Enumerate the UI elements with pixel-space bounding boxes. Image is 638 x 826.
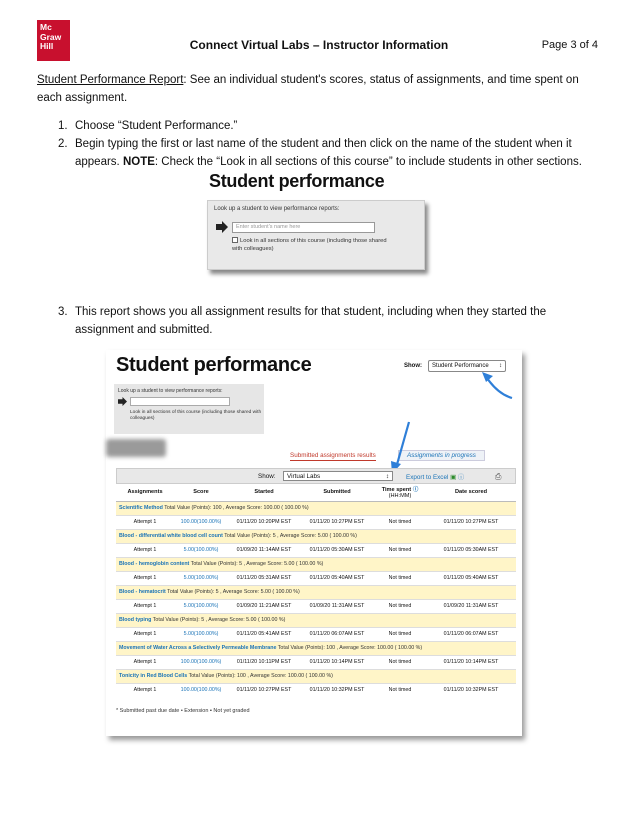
assignment-group-row (116, 613, 516, 627)
student-search-input[interactable]: Enter student's name here (232, 222, 375, 233)
checkbox-icon[interactable] (232, 237, 238, 243)
export-label: Export to Excel (406, 474, 449, 481)
step-number: 3. (58, 306, 68, 318)
assignment-group-row (116, 557, 516, 571)
column-header[interactable]: Submitted (300, 484, 374, 501)
attempt-label: Attempt 1 (133, 659, 157, 665)
attempt-label: Attempt 1 (133, 603, 157, 609)
attempt-row (116, 571, 516, 585)
intro-text: : See an individual student's scores, status of assignments, and time spent on each assignment. (37, 74, 579, 104)
started-cell: 01/11/20 10:11PM EST (236, 659, 292, 665)
submitted-cell: 01/11/20 10:27PM EST (309, 519, 365, 525)
assignment-name-link[interactable]: Tonicity in Red Blood Cells (119, 673, 188, 679)
step-text: Choose “Student Performance.” (75, 120, 238, 132)
score-link[interactable]: 100.00(100.00%) (180, 519, 222, 525)
time-spent-cell: Not timed (388, 631, 412, 637)
assignment-results-table (116, 484, 516, 697)
all-sections-checkbox[interactable] (232, 237, 392, 253)
assignment-group-row (116, 585, 516, 599)
select-arrow-icon: ↕ (499, 363, 502, 369)
column-header-subtext: (HH:MM) (388, 493, 412, 500)
step-text: This report shows you all assignment results for that student, including when they started the assignment and submitted. (75, 306, 547, 336)
assignment-summary: Total Value (Points): 5 , Average Score: 5.00 ( 100.00 %) (222, 533, 357, 539)
student-search-input[interactable] (130, 397, 230, 406)
assignment-type-select[interactable] (283, 471, 393, 481)
score-link[interactable]: 5.00(100.00%) (183, 575, 219, 581)
assignment-group-row (116, 669, 516, 683)
assignment-summary: Total Value (Points): 100 , Average Score: 100.00 ( 100.00 %) (187, 673, 333, 679)
screenshot-heading: Student performance (116, 354, 312, 376)
started-cell: 01/11/20 10:20PM EST (236, 519, 292, 525)
report-type-select[interactable] (428, 360, 506, 372)
assignment-group-row (116, 641, 516, 655)
submitted-cell: 01/11/20 10:32PM EST (309, 687, 365, 694)
assignment-group-cell (116, 529, 516, 543)
document-title: Connect Virtual Labs – Instructor Information (189, 38, 449, 52)
date-scored-cell: 01/11/20 10:14PM EST (443, 659, 499, 665)
assignment-group-cell (116, 501, 516, 515)
tab-submitted-results[interactable]: Submitted assignments results (290, 452, 376, 459)
score-link[interactable]: 5.00(100.00%) (183, 631, 219, 637)
assignment-group-cell (116, 613, 516, 627)
attempt-row (116, 599, 516, 613)
started-cell: 01/09/20 11:21AM EST (236, 603, 292, 609)
date-scored-cell: 01/11/20 05:40AM EST (443, 575, 499, 581)
step-2 (58, 135, 598, 171)
date-scored-cell: 01/09/20 11:31AM EST (443, 603, 499, 609)
assignment-summary: Total Value (Points): 5 , Average Score: 5.00 ( 100.00 %) (151, 617, 286, 623)
show-label: Show: (404, 363, 422, 369)
assignment-group-cell (116, 669, 516, 683)
assignment-name-link[interactable]: Blood - hemoglobin content (119, 561, 190, 567)
assignment-name-link[interactable]: Scientific Method (119, 505, 163, 511)
attempt-row (116, 683, 516, 697)
step-number: 2. (58, 138, 68, 150)
lookup-panel (207, 200, 425, 270)
column-header[interactable]: Started (228, 484, 300, 501)
table-legend: * Submitted past due date • Extension ▪ Not yet graded (116, 708, 250, 714)
assignment-group-cell (116, 585, 516, 599)
column-header[interactable]: Score (174, 484, 228, 501)
assignment-group-row (116, 529, 516, 543)
page-number: Page 3 of 4 (541, 39, 598, 51)
date-scored-cell: 01/11/20 10:27PM EST (443, 519, 499, 525)
intro-label: Student Performance Report (37, 74, 184, 86)
submitted-cell: 01/11/20 06:07AM EST (309, 631, 365, 637)
column-header-time[interactable] (374, 484, 426, 501)
date-scored-cell: 01/11/20 05:30AM EST (443, 547, 499, 553)
help-icon: ⓘ (412, 487, 419, 494)
step-1 (58, 117, 598, 135)
assignment-name-link[interactable]: Movement of Water Across a Selectively Permeable Membrane (119, 645, 277, 651)
note-label: NOTE (122, 156, 155, 168)
export-excel-link[interactable] (406, 472, 464, 481)
time-spent-cell: Not timed (388, 603, 412, 609)
excel-icon: ▣ (450, 474, 457, 481)
attempt-label: Attempt 1 (133, 575, 157, 581)
step-number: 1. (58, 120, 68, 132)
attempt-label: Attempt 1 (133, 687, 157, 694)
submitted-cell: 01/11/20 05:30AM EST (309, 547, 365, 553)
submitted-cell: 01/11/20 10:14PM EST (309, 659, 365, 665)
lookup-label: Look up a student to view performance reports: (118, 388, 223, 394)
table-toolbar (116, 468, 516, 484)
score-link[interactable]: 100.00(100.00%) (180, 659, 222, 665)
student-performance-lookup-screenshot (203, 171, 428, 275)
attempt-row (116, 543, 516, 557)
logo-line: Graw (40, 31, 62, 42)
started-cell: 01/11/20 10:27PM EST (236, 687, 292, 694)
date-scored-cell: 01/11/20 10:32PM EST (443, 687, 499, 694)
attempt-label: Attempt 1 (133, 547, 157, 553)
result-tabs (290, 450, 518, 464)
score-link[interactable]: 5.00(100.00%) (183, 547, 219, 553)
step-text-b: : Check the “Look in all sections of this course” to include students in other sections. (154, 156, 582, 168)
column-header[interactable]: Date scored (426, 484, 516, 501)
date-scored-cell: 01/11/20 06:07AM EST (443, 631, 499, 637)
blurred-student-name (106, 439, 166, 457)
submitted-cell: 01/11/20 05:40AM EST (309, 575, 365, 581)
table-header-row (116, 484, 516, 501)
assignment-group-cell (116, 641, 516, 655)
select-value: Virtual Labs (287, 473, 321, 480)
time-spent-cell: Not timed (388, 659, 412, 665)
lookup-label: Look up a student to view performance reports: (214, 206, 340, 212)
tab-in-progress[interactable]: Assignments in progress (398, 450, 485, 461)
time-spent-cell: Not timed (388, 519, 412, 525)
assignment-summary: Total Value (Points): 100 , Average Score: 100.00 ( 100.00 %) (276, 645, 423, 651)
time-spent-cell: Not timed (388, 547, 412, 553)
assignment-name-link[interactable]: Blood typing (119, 617, 152, 623)
column-header-text: Time spent (381, 487, 412, 494)
attempt-label: Attempt 1 (133, 519, 157, 525)
assignment-summary: Total Value (Points): 5 , Average Score: 5.00 ( 100.00 %) (165, 589, 300, 595)
time-spent-cell: Not timed (388, 687, 412, 694)
submitted-cell: 01/09/20 11:31AM EST (309, 603, 365, 609)
select-arrow-icon: ↕ (385, 473, 389, 480)
logo-line: Hill (40, 41, 54, 51)
report-table-wrap (116, 468, 516, 697)
assignment-group-cell (116, 557, 516, 571)
lookup-panel (114, 384, 264, 434)
assignment-summary: Total Value (Points): 100 , Average Score: 100.00 ( 100.00 %) (162, 505, 309, 511)
intro-paragraph (37, 71, 597, 107)
screenshot-heading: Student performance (209, 171, 385, 191)
started-cell: 01/09/20 11:14AM EST (236, 547, 292, 553)
assignment-name-link[interactable]: Blood - hematocrit (119, 589, 166, 595)
select-value: Student Performance (432, 363, 489, 369)
show-label: Show: (258, 473, 276, 480)
attempt-row (116, 627, 516, 641)
logo-line: Mc (40, 22, 52, 32)
assignment-name-link[interactable]: Blood - differential white blood cell count (119, 533, 223, 539)
print-icon[interactable]: ⎙ (495, 472, 502, 481)
assignment-group-row (116, 501, 516, 515)
time-spent-cell: Not timed (388, 575, 412, 581)
started-cell: 01/11/20 05:41AM EST (236, 631, 292, 637)
checkbox-label: Look in all sections of this course (including those shared with colleagues) (232, 238, 387, 252)
checkbox-label[interactable]: Look in all sections of this course (including those shared with colleagues) (130, 410, 262, 421)
attempt-row (116, 655, 516, 669)
student-performance-report-screenshot (106, 350, 526, 740)
attempt-row (116, 515, 516, 529)
started-cell: 01/11/20 05:31AM EST (236, 575, 292, 581)
arrow-right-icon (216, 221, 228, 233)
assignment-summary: Total Value (Points): 5 , Average Score: 5.00 ( 100.00 %) (189, 561, 324, 567)
info-icon: ⓘ (457, 474, 465, 481)
step-3 (58, 303, 598, 339)
attempt-label: Attempt 1 (133, 631, 157, 637)
step-text (75, 135, 598, 171)
score-link[interactable]: 100.00(100.00%) (180, 687, 222, 694)
step-text-a: Begin typing the first or last name of the student and then click on the name of the student when it appears. (75, 138, 572, 168)
score-link[interactable]: 5.00(100.00%) (183, 603, 219, 609)
arrow-right-icon (118, 397, 127, 406)
column-header[interactable]: Assignments (116, 484, 174, 501)
